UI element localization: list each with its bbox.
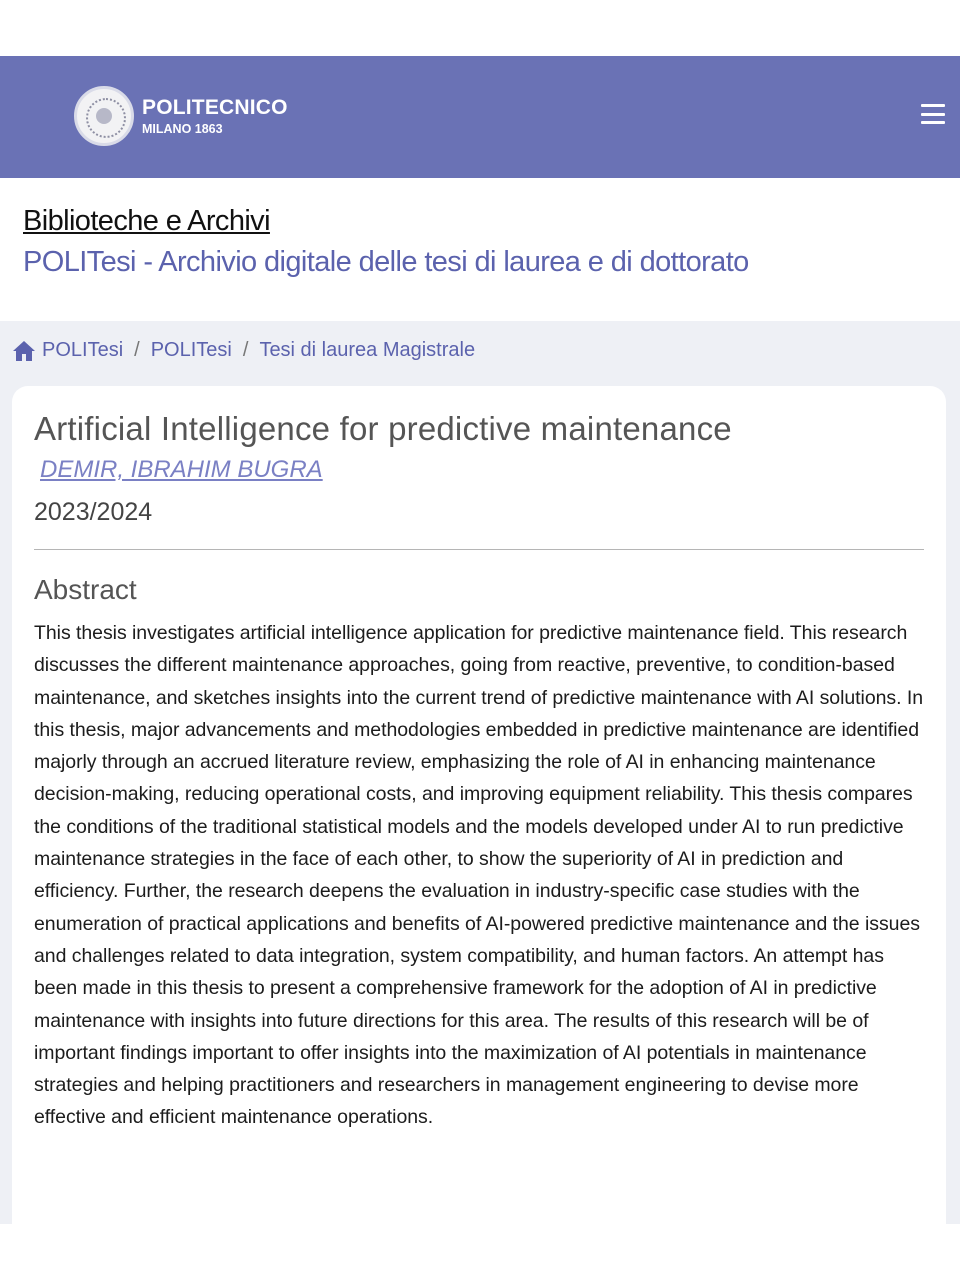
- academic-year: 2023/2024: [34, 498, 153, 526]
- home-icon[interactable]: [12, 340, 36, 362]
- breadcrumb-item-politesi[interactable]: POLITesi: [42, 339, 124, 361]
- university-seal-icon: [74, 86, 134, 146]
- hamburger-menu-icon[interactable]: [921, 104, 945, 124]
- politecnico-logo[interactable]: [74, 86, 288, 146]
- logo-subtitle: MILANO 1863: [142, 121, 223, 136]
- thesis-card: [12, 386, 946, 1231]
- breadcrumb: [12, 339, 475, 362]
- site-subtitle: POLITesi - Archivio digitale delle tesi di laurea e di dottorato: [23, 246, 749, 278]
- breadcrumb-separator: /: [242, 339, 249, 361]
- divider: [34, 549, 924, 550]
- breadcrumb-separator: /: [134, 339, 140, 361]
- site-title-link[interactable]: Biblioteche e Archivi: [23, 205, 270, 237]
- site-title-block: [23, 205, 749, 279]
- logo-name: POLITECNICO: [142, 95, 288, 119]
- logo-text: [142, 97, 288, 136]
- breadcrumb-item-tesi-magistrale[interactable]: Tesi di laurea Magistrale: [259, 339, 476, 361]
- top-navbar: [0, 56, 960, 178]
- content-area: [0, 321, 960, 1224]
- abstract-heading: Abstract: [34, 574, 137, 605]
- thesis-title: Artificial Intelligence for predictive maintenance: [34, 410, 732, 447]
- abstract-text: This thesis investigates artificial intelligence application for predictive maintenance field. This research discusses the different maintenance approaches, going from reactive, preventive, to condition-based maintenance, and sketches insights into the current trend of predictive maintenance with AI solutions. In this thesis, major advancements and methodologies embedded in predictive maintenance are identified majorly through an accrued literature review, emphasizing the role of AI in enhancing maintenance decision-making, reducing operational costs, and improving equipment reliability. This thesis compares the conditions of the traditional statistical models and the models developed under AI to run predictive maintenance strategies in the face of each other, to show the superiority of AI in prediction and efficiency. Further, the research deepens the evaluation in industry-specific case studies with the enumeration of practical applications and benefits of AI-powered predictive maintenance and the issues and challenges related to data integration, system compatibility, and human factors. An attempt has been made in this thesis to present a comprehensive framework for the adoption of AI in predictive maintenance with insights into future directions for this area. The results of this research will be of important findings important to offer insights into the maximization of AI potentials in maintenance strategies and helping practitioners and researchers in management engineering to devise more effective and efficient maintenance operations.: [34, 622, 924, 1129]
- breadcrumb-item-politesi-collection[interactable]: POLITesi: [150, 339, 232, 361]
- author-link[interactable]: DEMIR, IBRAHIM BUGRA: [40, 456, 323, 483]
